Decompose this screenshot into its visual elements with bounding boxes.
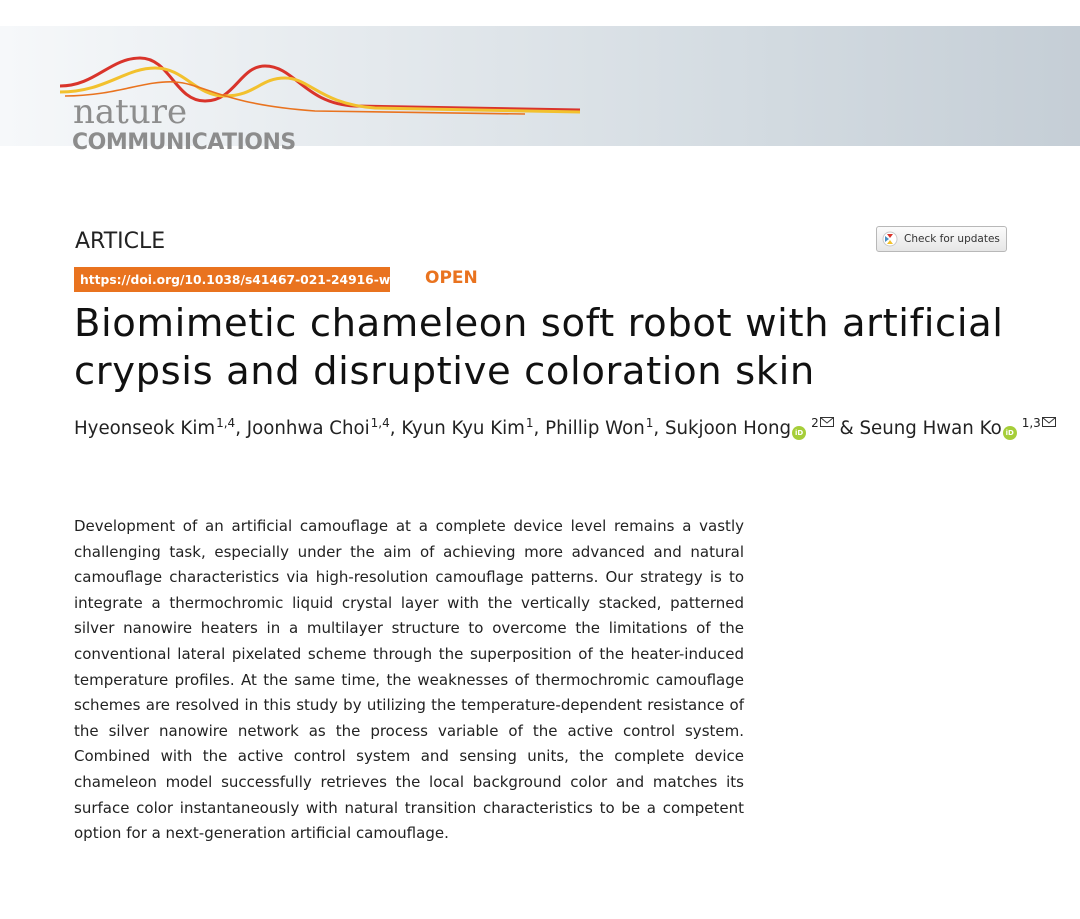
logo-wordmark-communications: COMMUNICATIONS <box>72 130 296 155</box>
envelope-icon[interactable] <box>820 417 834 427</box>
check-for-updates-label: Check for updates <box>904 233 1000 245</box>
author-affiliation: 1,4 <box>370 416 390 430</box>
author-list <box>74 416 1041 440</box>
abstract-text: Development of an artificial camouflage at a complete device level remains a vastly challenging task, especially under the aim of achieving more advanced and natural camouflage characteristics via high-resolution camouflage patterns. Our strategy is to integrate a thermochromic liquid crystal layer with the vertically stacked, patterned silver nanowire heaters in a multilayer structure to overcome the limitations of the conventional lateral pixelated scheme through the superposition of the heater-induced temperature profiles. At the same time, the weaknesses of thermochromic camouflage schemes are resolved in this study by utilizing the temperature-dependent resistance of the silver nanowire network as the process variable of the active control system. Combined with the active control system and sensing units, the complete device chameleon model successfully retrieves the local background color and matches its surface color instantaneously with natural transition characteristics to be a competent option for a next-generation artificial camouflage. <box>74 517 744 843</box>
author-separator: , <box>653 418 665 439</box>
author-separator: , <box>533 418 546 439</box>
journal-banner <box>0 26 1080 155</box>
author-name[interactable]: Sukjoon Hong <box>664 418 792 439</box>
author-affiliation: 1 <box>525 416 534 430</box>
author-affiliation: 2 <box>811 416 819 430</box>
check-for-updates-button[interactable] <box>876 226 1007 252</box>
author-separator: , <box>235 418 247 439</box>
author-name[interactable]: Kyun Kyu Kim <box>401 418 525 439</box>
author-separator: , <box>389 418 402 439</box>
orcid-icon[interactable]: iD <box>792 426 806 440</box>
envelope-icon[interactable] <box>1042 417 1056 427</box>
author-affiliation: 1 <box>645 416 654 430</box>
article-type-label: ARTICLE <box>75 229 166 254</box>
author-name[interactable]: Joonhwa Choi <box>246 418 370 439</box>
author-name[interactable]: Hyeonseok Kim <box>74 418 216 439</box>
logo-wordmark-nature: nature <box>73 92 188 132</box>
author-affiliation: 1,3 <box>1021 416 1041 430</box>
author-name[interactable]: Seung Hwan Ko <box>859 418 1002 439</box>
article-title: Biomimetic chameleon soft robot with artificial crypsis and disruptive coloration skin <box>74 301 1004 394</box>
doi-link[interactable]: https://doi.org/10.1038/s41467-021-24916-w <box>74 267 390 292</box>
open-access-badge: OPEN <box>425 268 478 288</box>
crossmark-icon <box>882 231 898 247</box>
author-affiliation: 1,4 <box>216 416 236 430</box>
author-name[interactable]: Phillip Won <box>545 418 645 439</box>
author-separator: & <box>833 418 860 439</box>
orcid-icon[interactable]: iD <box>1003 426 1017 440</box>
